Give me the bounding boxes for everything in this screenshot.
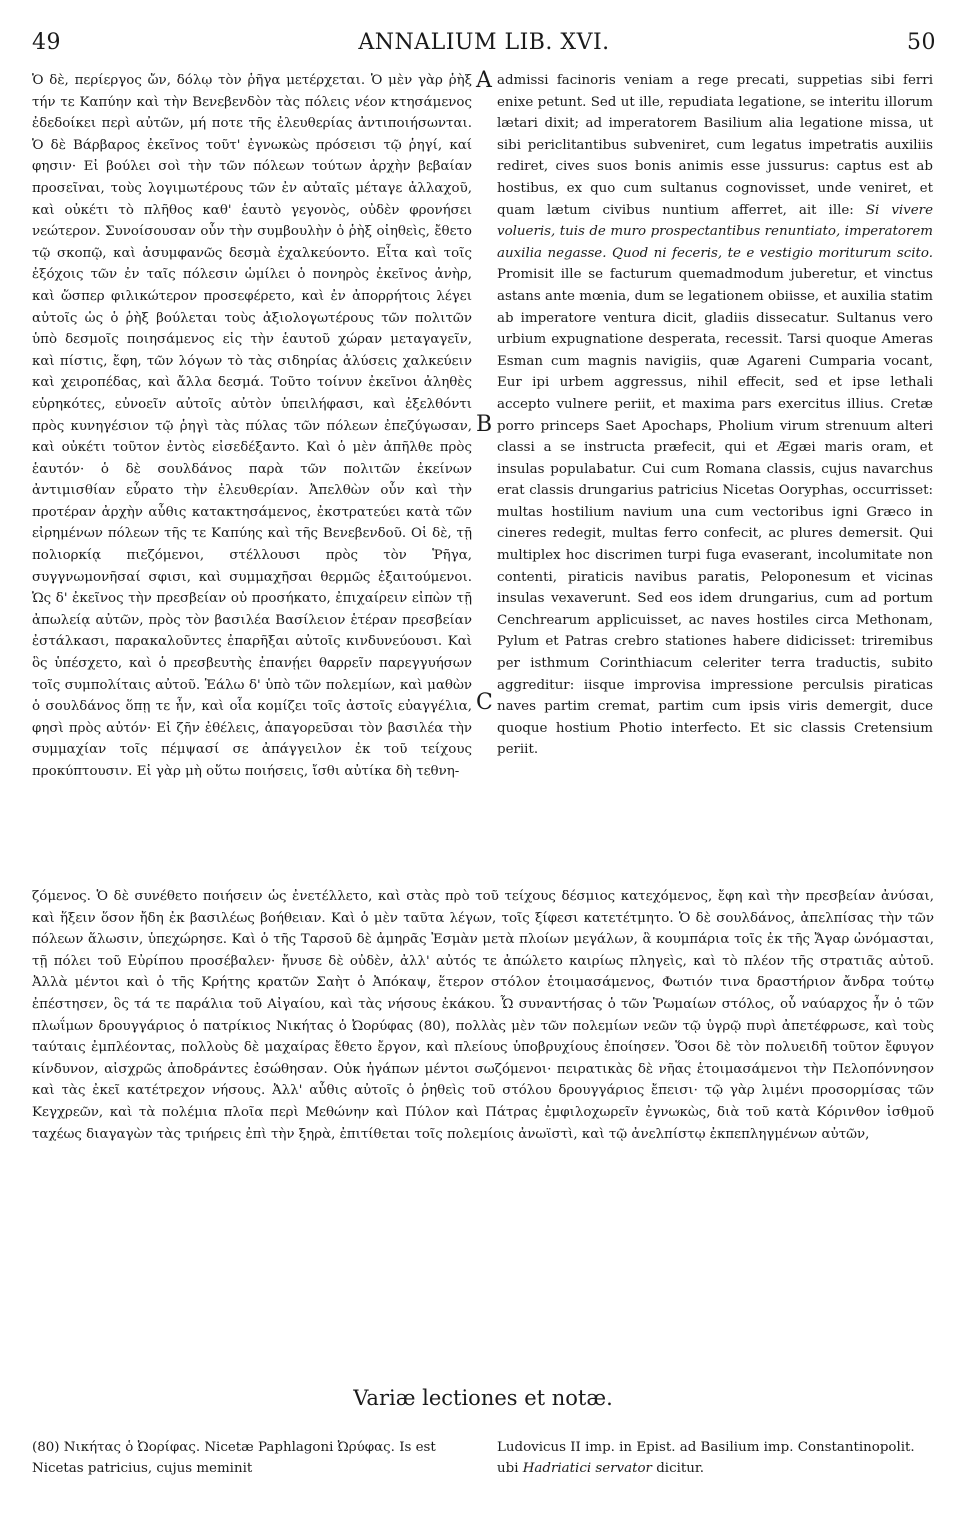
latin-text: admissi facinoris veniam a rege precati, suppetias sibi ferri enixe petunt. Sed ut ille, repudiata legatione, se interitu illorum lætari dixit; ad imperatorem Basilium alia legatione missa, ut sibi periclitantibus subveniret, cum legatus impetratis auxiliis rediret, cives suos bonis animis esse jussurus: captus est ab hostibus, ex quo cum sultanus cognovisset, unde veniret, et quam lætum civibus nuntium afferret, ait ille: [497,73,933,218]
running-header [32,30,936,62]
section-marker-b: B [476,412,493,437]
footnote-right-paragraph [497,1437,933,1479]
page-number-right: 50 [907,30,936,55]
page-number-left: 49 [32,30,61,55]
section-marker-c: C [476,690,493,715]
full-width-greek [32,886,934,1145]
notes-heading: Variæ lectiones et notæ. [353,1386,613,1410]
latin-column [497,70,933,761]
greek-text: Ὁ δὲ, περίεργος ὤν, δόλῳ τὸν ῥῆγα μετέρχεται. Ὁ μὲν γὰρ ῥὴξ τήν τε Καπύην καὶ τὴν Βενεβενδὸν τὰς πόλεις νέον κτησάμενος ἐδεδοίκει περὶ αὐτῶν, μή ποτε τῆς ἐλευθερίας ἀντιποιήσωνται. Ὁ δὲ Βάρβαρος ἐκεῖνος τοῦτ' ἐγνωκὼς πρόσεισι τῷ ῥηγί, καί φησιν· Εἰ βούλει σοὶ τὴν τῶν πόλεων τούτων ἀρχὴν βεβαίαν προσεῖναι, τοὺς λογιμωτέρους τῶν ἐν αὐταῖς μέταγε ἀλλαχοῦ, καὶ οὐκέτι τὸ πλῆθος καθ' ἑαυτὸ γεγονὸς, οὐδὲν φρονήσει νεώτερον. Συνοίσουσαν οὖν τὴν συμβουλὴν ὁ ῥὴξ οἰηθεὶς, ἔθετο τῷ σκοπῷ, καὶ ἀσυμφανῶς δεσμὰ ἐχαλκεύοντο. Εἶτα καὶ τοῖς ἐξόχοις τῶν ἐν ταῖς πόλεσιν ὡμίλει ὁ πονηρὸς ἐκεῖνος ἀνὴρ, καὶ ὥσπερ φιλικώτερον προσεφέρετο, καὶ ἐν ἀπορρήτοις λέγει αὐτοῖς ὡς ὁ ῥὴξ βούλεται τοὺς ἀξιολογωτέρους τῶν πολιτῶν ὑπὸ δεσμοῖς ποιησάμενος εἰς τὴν ἑαυτοῦ χώραν μεταγαγεῖν, καὶ πίστις, ἔφη, τῶν λόγων τὸ τὰς σιδηρίας ἁλύσεις χαλκεύειν καὶ χειροπέδας, καὶ ἄλλα δεσμά. Τοῦτο τοίνυν ἐκεῖνοι ἀληθὲς εὑρηκότες, εὐνοεῖν αὐτοῖς αὐτὸν ὑπειλήφασι, καὶ ἐξελθόντι πρὸς κυνηγέσιον τῷ ῥηγὶ τὰς πύλας τῶν πόλεων ἐπεζύγωσαν, καὶ οὐκέτι τοῦτον ἐντὸς εἰσεδέξαντο. Καὶ ὁ μὲν ἀπῆλθε πρὸς ἑαυτόν· ὁ δὲ σουλδάνος παρὰ τῶν πολιτῶν ἐκείνων ἀντιμισθίαν εὗρατο τὴν ἐλευθερίαν. Ἀπελθὼν οὖν καὶ τὴν προτέραν ἀρχὴν αὖθις κατακτησάμενος, ἐκστρατεύει κατὰ τῶν εἰρημένων πόλεων τῆς τε Καπύης καὶ τῆς Βενεβενδοῦ. Οἱ δὲ, τῇ πολιορκίᾳ πιεζόμενοι, στέλλουσι πρὸς τὸν Ῥῆγα, συγγνωμονῆσαί σφισι, καὶ συμμαχῆσαι θερμῶς ἐξαιτούμενοι. Ὡς δ' ἐκεῖνος τὴν πρεσβείαν οὐ προσήκατο, ἐπιχαίρειν εἰπὼν τῇ ἀπωλείᾳ αὐτῶν, πρὸς τὸν βασιλέα Βασίλειον ἑτέραν πρεσβείαν ἐστάλκασι, παρακαλοῦντες ἐπαρῆξαι αὐτοῖς κινδυνεύουσι. Καὶ ὃς ὑπέσχετο, καὶ ὁ πρεσβευτὴς ἐπανῄει θαρρεῖν παρεγγυήσων τοῖς συμπολίταις αὐτοῦ. Ἑάλω δ' ὑπὸ τῶν πολεμίων, καὶ μαθὼν ὁ σουλδάνος ὅπῃ τε ἦν, καὶ οἷα κομίζει τοῖς ἀστοῖς εὐαγγέλια, φησὶ πρὸς αὐτόν· Εἰ ζῆν ἐθέλεις, ἀπαγορεῦσαι τὸν βασιλέα τὴν συμμαχίαν τοῖς πέμψασί σε ἀπάγγειλον ἐκ τοῦ τείχους προκύπτουσιν. Εἰ γὰρ μὴ οὕτω ποιήσεις, ἴσθι αὐτίκα δὴ τεθνη- [32,73,472,779]
footnote-right-text: Ludovicus II imp. in Epist. ad Basilium imp. Constantinopolit. ubi [497,1440,915,1476]
footnote-left [32,1437,472,1479]
greek-column [32,70,472,783]
footnote-right [497,1437,933,1479]
section-marker-a: A [476,68,492,93]
running-title: ANNALIUM LIB. XVI. [358,30,610,55]
footnote-right-italic: Hadriatici servator [522,1461,652,1476]
full-width-text: ζόμενος. Ὁ δὲ συνέθετο ποιήσειν ὡς ἐνετέλλετο, καὶ στὰς πρὸ τοῦ τείχους δέσμιος κατεχόμενος, ἔφη καὶ τὴν πρεσβείαν ἀνύσαι, καὶ ἥξειν ὅσον ἤδη ἐκ βασιλέως βοήθειαν. Καὶ ὁ μὲν ταῦτα λέγων, τοῖς ξίφεσι κατετέτμητο. Ὁ δὲ σουλδάνος, ἀπελπίσας τὴν τῶν πόλεων ἅλωσιν, ὑπεχώρησε. Καὶ ὁ τῆς Ταρσοῦ δὲ ἀμηρᾶς Ἐσμὰν μετὰ πλοίων μεγάλων, ἃ κουμπάρια τοῖς ἐκ τῆς Ἄγαρ ὠνόμασται, τῇ πόλει τοῦ Εὐρίπου προσέβαλεν· ἤνυσε δὲ οὐδὲν, ἀλλ' αὐτός τε ἀπώλετο καιρίως πληγεὶς, καὶ τὸ πλέον τῆς στρατιᾶς αὐτοῦ. Ἀλλὰ μέντοι καὶ ὁ τῆς Κρήτης κρατῶν Σαὴτ ὁ Ἀπόκαψ, ἕτερον στόλον ἑτοιμασάμενος, Φωτιόν τινα δραστήριον ἄνδρα τούτῳ ἐπέστησεν, ὃς τά τε παράλια τοῦ Αἰγαίου, καὶ τὰς νήσους ἐκάκου. Ὧ συναντήσας ὁ τῶν Ῥωμαίων στόλος, οὗ ναύαρχος ἦν ὁ τῶν πλωΐμων δρουγγάριος ὁ πατρίκιος Νικήτας ὁ Ὠορύφας (80), πολλὰς μὲν τῶν πολεμίων νεῶν τῷ ὑγρῷ πυρὶ ἀπετέφρωσε, καὶ τοὺς ταύταις ἐμπλέοντας, πολλοὺς δὲ μαχαίρας ἔθετο ἔργον, καὶ πλείους ὑποβρυχίους ἐποίησεν. Ὅσοι δὲ τὸν πολυειδῆ τοῦτον ἔφυγον κίνδυνον, αἰσχρῶς ἀποδράντες ἐσώθησαν. Οὐκ ἠγάπων μέντοι σωζόμενοι· πειρατικὰς δὲ νῆας ἑτοιμασάμενοι τὴν Πελοπόννησον καὶ τὰς ἐκεῖ κατέτρεχον νήσους. Ἀλλ' αὖθις αὐτοῖς ὁ ῥηθεὶς τοῦ στόλου δρουγγάριος ἔπεισι· τῷ γὰρ λιμένι προσορμίσας τῶν Κεγχρεῶν, καὶ τὰ πολέμια πλοῖα περὶ Μεθώνην καὶ Πύλον καὶ Πάτρας ἐμφιλοχωρεῖν ἐγνωκὼς, διὰ τοῦ κατὰ Κόρινθον ἰσθμοῦ ταχέως διαγαγὼν τὰς τριήρεις ἐπὶ τὴν ξηρὰ, ἐπιτίθεται τοῖς πολεμίοις ἀνωϊστὶ, καὶ τῷ ἀνελπίστῳ ἐκπεπληγμένων αὐτῶν, [32,889,934,1142]
latin-paragraph [497,70,933,761]
footnote-right-end: dicitur. [656,1461,705,1476]
footnote-left-text: (80) Νικήτας ὁ Ὠορίφας. Nicetæ Paphlagoni Ὠρύφας. Is est Nicetas patricius, cujus meminit [32,1440,436,1476]
latin-text-cont: Promisit ille se facturum quemadmodum juberetur, et vinctus astans ante mœnia, dum se legationem obiisse, et auxilia statim ab imperatore ventura dicit, gladiis dissecatur. Sultanus vero urbium expugnatione desperata, recessit. Tarsi quoque Ameras Esman cum magnis navigiis, quæ Agareni Cumparia vocant, Eur ipi urbem aggressus, nihil effecit, sed et ipse lethali accepto vulnere periit, et maxima pars exercitus illius. Cretæ porro princeps Saet Apochaps, Pholium virum strenuum alteri classi a se instructa præfecit, qui et Ægæi maris oram, et insulas populabatur. Cui cum Romana classis, cujus navarchus erat classis drungarius patricius Nicetas Ooryphas, occurrisset: multas hostilium navium una cum vectoribus igni Græco in cineres redegit, multas ferro confecit, ac plures demersit. Qui multiplex hoc discrimen turpi fuga evaserant, incolumitate non contenti, piraticis navibus paratis, Peloponesum et vicinas insulas vexaverunt. Sed eos idem drungarius, cum ad portum Cenchrearum applicuisset, ac naves hostiles circa Methonam, Pylum et Patras crebro stationes habere didicisset: triremibus per isthmum Corinthiacum celeriter terra traductis, subito aggreditur: iisque improvisa impressione perculsis piraticas naves partim cremat, partim cum ipsis viris demergit, duce quoque hostium Photio interfecto. Et sic classis Cretensium periit. [497,267,933,758]
latin-italic-speech: Si vivere volueris, tuis de muro prospectantibus renuntiato, imperatorem auxilia negasse. Quod ni feceris, te e vestigio moriturum scito. [497,202,933,261]
